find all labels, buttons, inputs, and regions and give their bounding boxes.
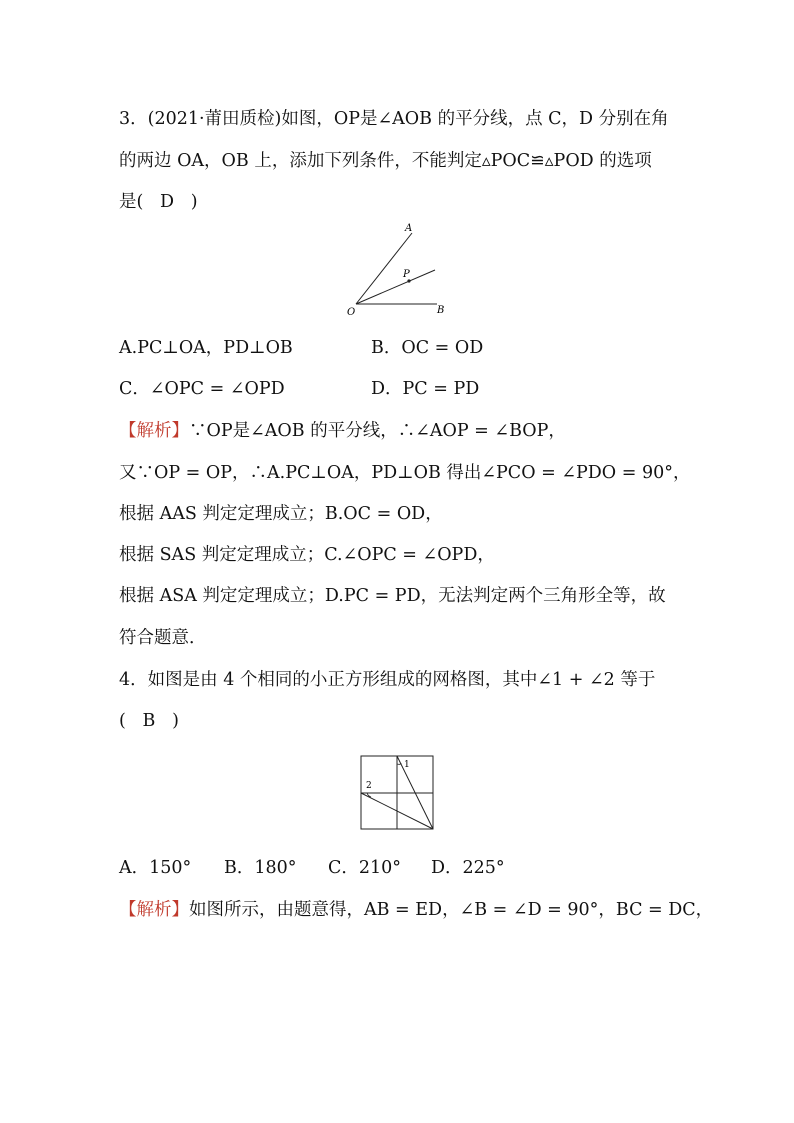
q4-grid-figure bbox=[355, 750, 440, 835]
label-b: B bbox=[437, 305, 445, 316]
q3-analysis-tag: 【解析】 bbox=[119, 421, 189, 441]
q4-option-b: B．180° bbox=[224, 858, 297, 878]
label-p: P bbox=[403, 269, 410, 280]
q4-analysis-first: 如图所示，由题意得，AB = ED，∠B = ∠D = 90°，BC = DC， bbox=[189, 900, 714, 920]
q3-analysis-line-3: 根据 AAS 判定定理成立；B.OC = OD， bbox=[119, 504, 443, 524]
q3-analysis-first: ∵OP是∠AOB 的平分线，∴∠AOP = ∠BOP， bbox=[189, 421, 566, 441]
ray-op bbox=[356, 270, 435, 304]
q3-analysis-line-5: 根据 ASA 判定定理成立；D.PC = PD，无法判定两个三角形全等，故 bbox=[119, 586, 666, 606]
q4-option-c: C．210° bbox=[328, 858, 402, 878]
label-o: O bbox=[347, 307, 356, 318]
q4-option-d: D．225° bbox=[431, 858, 505, 878]
q4-analysis-tag: 【解析】 bbox=[119, 900, 189, 920]
q3-option-a: A.PC⊥OA，PD⊥OB bbox=[119, 338, 293, 358]
angle-label-1: 1 bbox=[404, 760, 410, 770]
q3-option-d: D．PC = PD bbox=[371, 379, 480, 399]
q3-option-c: C．∠OPC = ∠OPD bbox=[119, 379, 285, 399]
q3-analysis-line-4: 根据 SAS 判定定理成立；C.∠OPC = ∠OPD， bbox=[119, 545, 495, 565]
q3-stem-line-1: 3．(2021·莆田质检)如图，OP是∠AOB 的平分线，点 C，D 分别在角 bbox=[119, 109, 669, 129]
label-a: A bbox=[405, 223, 413, 234]
q4-option-a: A．150° bbox=[119, 858, 192, 878]
q4-stem-line-1: 4．如图是由 4 个相同的小正方形组成的网格图，其中∠1 + ∠2 等于 bbox=[119, 670, 656, 690]
q3-analysis-line-6: 符合题意． bbox=[119, 628, 207, 648]
q3-angle-figure bbox=[340, 220, 460, 320]
q3-analysis-line-2: 又∵OP = OP，∴A.PC⊥OA，PD⊥OB 得出∠PCO = ∠PDO = 90°， bbox=[119, 463, 691, 483]
q3-option-b: B．OC = OD bbox=[371, 338, 484, 358]
q4-stem-line-2: ( B ) bbox=[119, 711, 179, 731]
q4-analysis-line-1 bbox=[119, 898, 713, 922]
angle-label-2: 2 bbox=[366, 781, 372, 791]
q3-stem-line-2: 的两边 OA，OB 上，添加下列条件，不能判定▵POC≌▵POD 的选项 bbox=[119, 151, 652, 171]
q3-analysis-line-1 bbox=[119, 419, 566, 443]
q3-stem-line-3: 是( D ) bbox=[119, 192, 198, 212]
